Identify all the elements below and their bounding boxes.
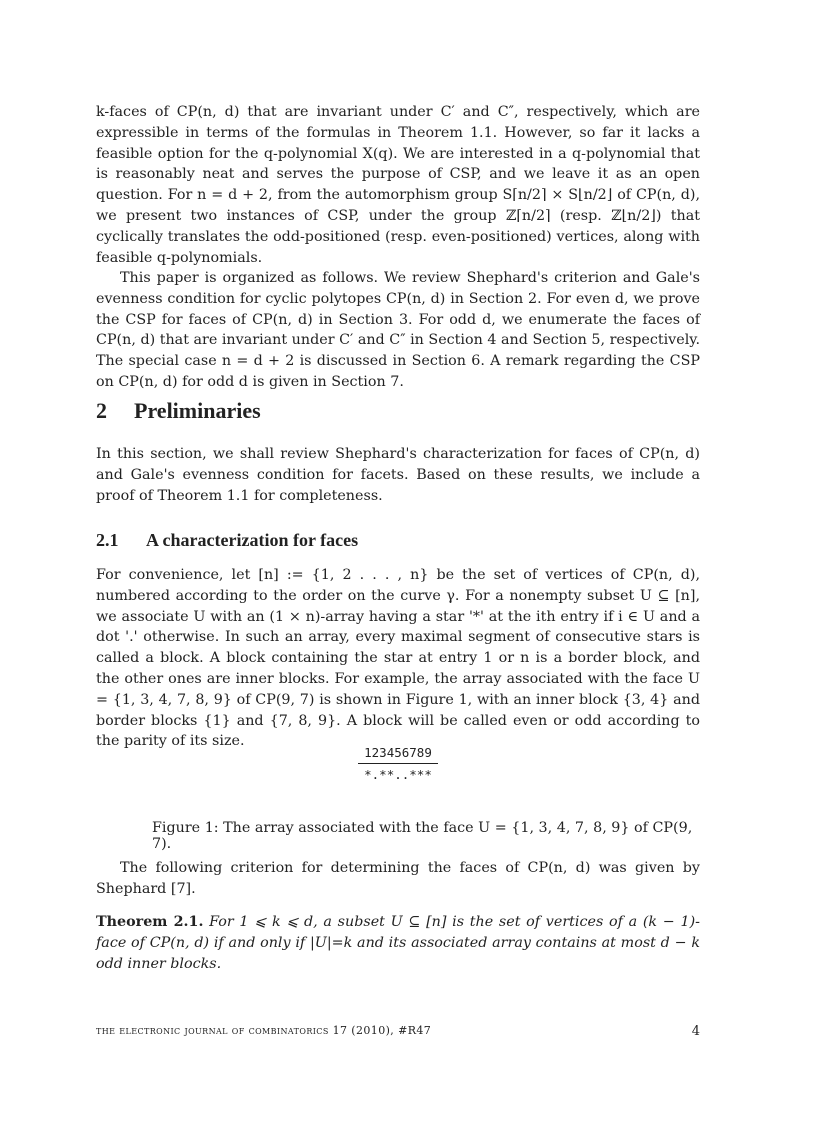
theorem-label: Theorem 2.1. xyxy=(96,914,204,930)
figure-1-caption: Figure 1: The array associated with the face U = {1, 3, 4, 7, 8, 9} of CP(9, 7). xyxy=(152,820,693,852)
intro-paragraph-2: This paper is organized as follows. We review Shephard's criterion and Gale's evenness condition for cyclic polytopes CP(n, d) in Section 2. For even d, we prove the CSP for faces of CP(n, d) in Section 3. For odd d, we enumerate the faces of CP(n, d) that are invariant under C′ and C″ in Section 4 and Section 5, respectively. The special case n = d + 2 is discussed in Section 6. A remark regarding the CSP on CP(n, d) for odd d is given in Section 7. xyxy=(96,270,700,390)
section-2-1-title: A characterization for faces xyxy=(146,530,359,550)
section-2-heading xyxy=(96,398,261,424)
after-figure-paragraph: The following criterion for determining the faces of CP(n, d) was given by Shephard [7]. xyxy=(96,860,700,897)
figure-1-stars-dots: *.**..*** xyxy=(364,767,432,782)
section-2-1-heading xyxy=(96,530,358,551)
section-2-title: Preliminaries xyxy=(134,398,261,423)
theorem-text: For 1 ⩽ k ⩽ d, a subset U ⊆ [n] is the set of vertices of a (k − 1)-face of CP(n, d) if and only if |U|=k and its associated array contains at most d − k odd inner blocks. xyxy=(96,914,700,972)
journal-citation: the electronic journal of combinatorics 17 (2010), #R47 xyxy=(96,1024,432,1037)
page-number: 4 xyxy=(691,1024,700,1039)
page-footer xyxy=(96,1024,700,1037)
theorem-2-1 xyxy=(96,912,700,974)
figure-1-array xyxy=(358,745,438,782)
section-2-number: 2 xyxy=(96,398,107,423)
figure-1-indices: 123456789 xyxy=(358,745,438,764)
section-2-1-number: 2.1 xyxy=(96,530,119,550)
intro-paragraph-1: k-faces of CP(n, d) that are invariant under C′ and C″, respectively, which are expressible in terms of the formulas in Theorem 1.1. However, so far it lacks a feasible option for the q-polynomial X(q). We are interested in a q-polynomial that is reasonably neat and serves the purpose of CSP, and we leave it as an open question. For n = d + 2, from the automorphism group S⌈n/2⌉ × S⌊n/2⌋ of CP(n, d), we present two instances of CSP, under the group ℤ⌈n/2⌉ (resp. ℤ⌊n/2⌋) that cyclically translates the odd-positioned (resp. even-positioned) vertices, along with feasible q-polynomials. xyxy=(96,104,700,266)
section-2-paragraph: In this section, we shall review Shephard's characterization for faces of CP(n, d) and Gale's evenness condition for facets. Based on these results, we include a proof of Theorem 1.1 for completeness. xyxy=(96,446,700,504)
section-2-1-paragraph: For convenience, let [n] := {1, 2 . . . , n} be the set of vertices of CP(n, d), numbered according to the order on the curve γ. For a nonempty subset U ⊆ [n], we associate U with an (1 × n)-array having a star '*' at the ith entry if i ∈ U and a dot '.' otherwise. In such an array, every maximal segment of consecutive stars is called a block. A block containing the star at entry 1 or n is a border block, and the other ones are inner blocks. For example, the array associated with the face U = {1, 3, 4, 7, 8, 9} of CP(9, 7) is shown in Figure 1, with an inner block {3, 4} and border blocks {1} and {7, 8, 9}. A block will be called even or odd according to the parity of its size. xyxy=(96,567,700,750)
